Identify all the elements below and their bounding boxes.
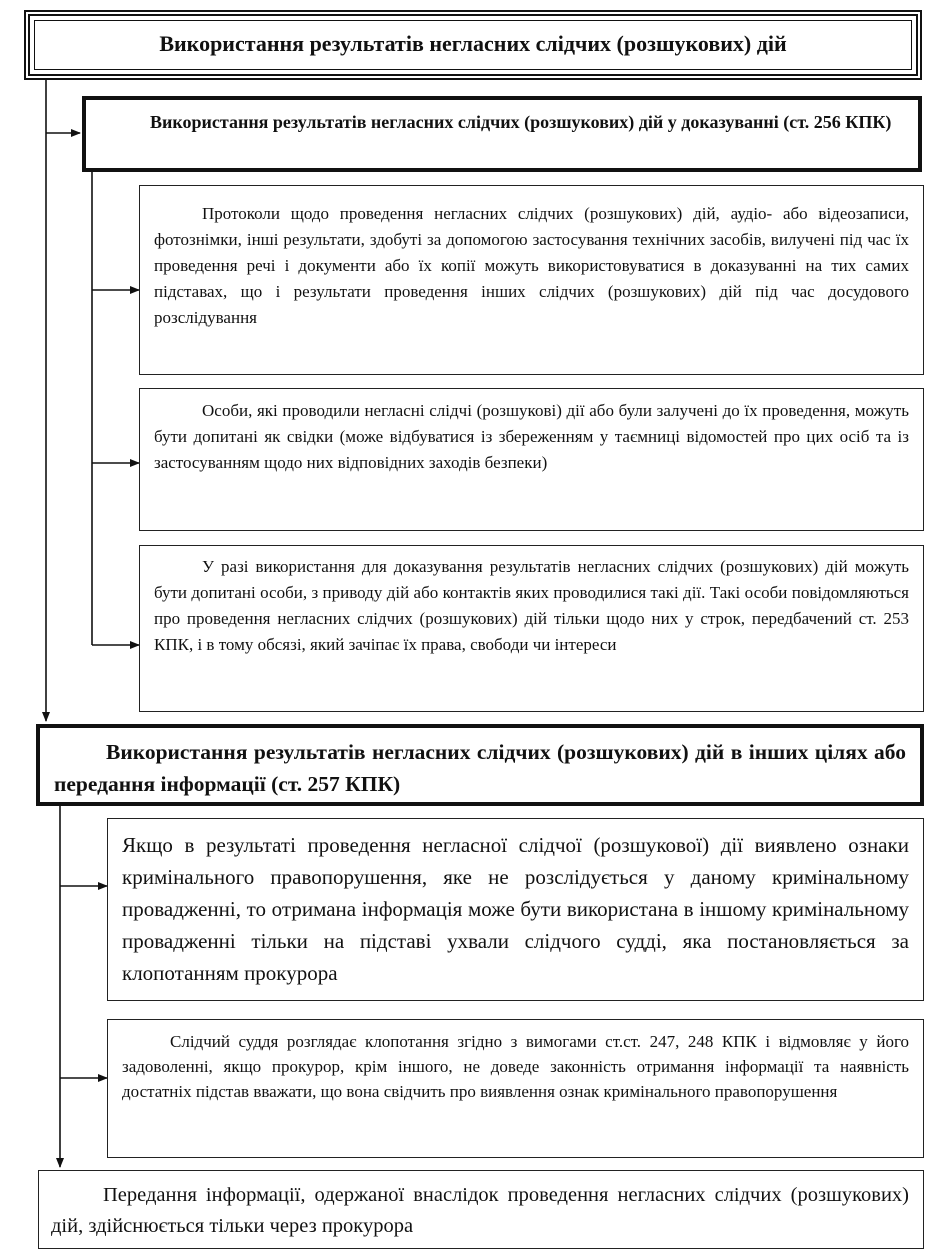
section-2-item-1-text: Якщо в результаті проведення негласної слідчої (розшукової) дії виявлено ознаки кримінального правопорушення, яке не розслідується у даному кримінальному провадженні, то отримана інформація може бути використана в іншому кримінальному провадженні тільки на підставі ухвали слідчого судді, яка постановляється за клопотанням прокурора (122, 833, 909, 985)
section-1-item-3-text: У разі використання для доказування результатів негласних слідчих (розшукових) дій можуть бути допитані особи, з приводу дій або контактів яких проводилися такі дії. Такі особи повідомляються про проведення негласних слідчих (розшукових) дій тільки щодо них у строк, передбачений ст. 253 КПК, і в тому обсязі, який зачіпає їх права, свободи чи інтереси (154, 557, 909, 654)
section-1-item-1-text: Протоколи щодо проведення негласних слідчих (розшукових) дій, аудіо- або відеозаписи, фотознімки, інші результати, здобуті за допомогою застосування технічних засобів, вилучені під час їх проведення речі і документи або їх копії можуть використовуватися в доказуванні на тих самих підставах, що і результати проведення інших слідчих (розшукових) дій під час досудового розслідування (154, 204, 909, 327)
section-2-item-2-box (107, 1019, 924, 1158)
section-2-heading: Використання результатів негласних слідчих (розшукових) дій в інших цілях або передання інформації (ст. 257 КПК) (54, 740, 906, 796)
section-2-heading-box (36, 724, 924, 806)
diagram-title-box (24, 10, 922, 80)
section-1-item-2-text: Особи, які проводили негласні слідчі (розшукові) дії або були залучені до їх проведення, можуть бути допитані як свідки (може відбуватися із збереженням у таємниці відомостей про цих осіб та із застосуванням щодо них відповідних заходів безпеки) (154, 401, 909, 472)
section-1-heading: Використання результатів негласних слідчих (розшукових) дій у доказуванні (ст. 256 КПК) (150, 112, 892, 132)
section-1-heading-box (82, 96, 922, 172)
final-note-text: Передання інформації, одержаної внаслідок проведення негласних слідчих (розшукових) дій, здійснюється тільки через прокурора (51, 1184, 909, 1237)
final-note-box (38, 1170, 924, 1249)
section-2-item-2-text: Слідчий суддя розглядає клопотання згідно з вимогами ст.ст. 247, 248 КПК і відмовляє у його задоволенні, якщо прокурор, крім іншого, не доведе законність отримання інформації та наявність достатніх підстав вважати, що вона свідчить про виявлення ознак кримінального правопорушення (122, 1032, 909, 1101)
section-2-item-1-box (107, 818, 924, 1001)
diagram-title: Використання результатів негласних слідчих (розшукових) дій (159, 31, 787, 56)
section-1-item-3-box (139, 545, 924, 712)
section-1-item-2-box (139, 388, 924, 531)
section-1-item-1-box (139, 185, 924, 375)
